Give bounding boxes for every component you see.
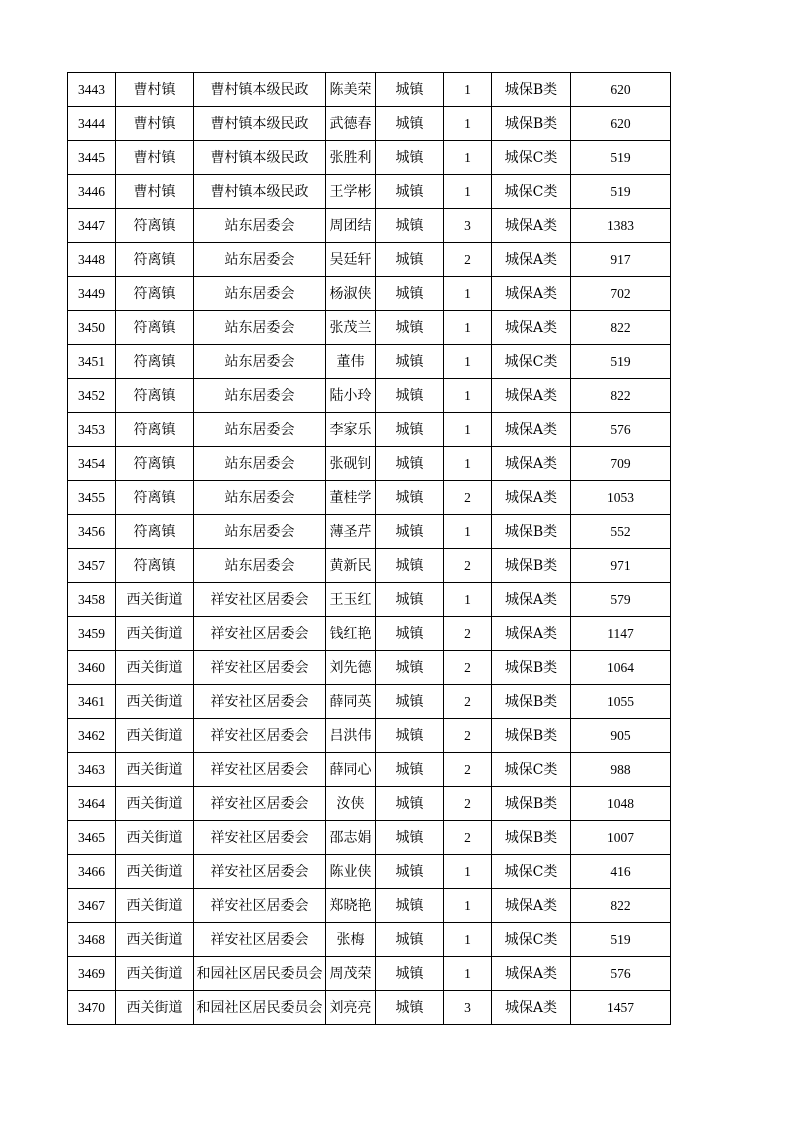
table-row	[68, 821, 671, 855]
village-committee-cell: 曹村镇本级民政	[194, 107, 326, 141]
amount-cell: 620	[571, 107, 671, 141]
table-row	[68, 515, 671, 549]
person-name-cell: 吕洪伟	[326, 719, 376, 753]
amount-cell: 576	[571, 413, 671, 447]
village-committee-cell: 曹村镇本级民政	[194, 73, 326, 107]
household-type-cell: 城镇	[376, 685, 444, 719]
member-count-cell: 2	[444, 753, 492, 787]
household-type-cell: 城镇	[376, 651, 444, 685]
member-count-cell: 2	[444, 481, 492, 515]
insurance-category-cell: 城保A类	[492, 209, 571, 243]
township-cell: 西关街道	[116, 889, 194, 923]
record-number-cell: 3445	[68, 141, 116, 175]
record-number-cell: 3458	[68, 583, 116, 617]
insurance-category-cell: 城保A类	[492, 311, 571, 345]
amount-cell: 552	[571, 515, 671, 549]
person-name-cell: 武德春	[326, 107, 376, 141]
amount-cell: 519	[571, 345, 671, 379]
table-row	[68, 107, 671, 141]
amount-cell: 971	[571, 549, 671, 583]
person-name-cell: 董桂学	[326, 481, 376, 515]
township-cell: 曹村镇	[116, 175, 194, 209]
village-committee-cell: 和园社区居民委员会	[194, 957, 326, 991]
record-number-cell: 3464	[68, 787, 116, 821]
record-number-cell: 3469	[68, 957, 116, 991]
household-type-cell: 城镇	[376, 855, 444, 889]
village-committee-cell: 曹村镇本级民政	[194, 175, 326, 209]
household-type-cell: 城镇	[376, 889, 444, 923]
household-type-cell: 城镇	[376, 243, 444, 277]
member-count-cell: 2	[444, 617, 492, 651]
person-name-cell: 黄新民	[326, 549, 376, 583]
household-type-cell: 城镇	[376, 141, 444, 175]
person-name-cell: 薛同心	[326, 753, 376, 787]
village-committee-cell: 祥安社区居委会	[194, 889, 326, 923]
table-row	[68, 243, 671, 277]
insurance-category-cell: 城保B类	[492, 107, 571, 141]
record-number-cell: 3466	[68, 855, 116, 889]
township-cell: 西关街道	[116, 855, 194, 889]
township-cell: 西关街道	[116, 719, 194, 753]
member-count-cell: 1	[444, 447, 492, 481]
member-count-cell: 2	[444, 685, 492, 719]
amount-cell: 1055	[571, 685, 671, 719]
insurance-category-cell: 城保B类	[492, 515, 571, 549]
insurance-category-cell: 城保A类	[492, 447, 571, 481]
township-cell: 西关街道	[116, 957, 194, 991]
township-cell: 符离镇	[116, 413, 194, 447]
member-count-cell: 2	[444, 651, 492, 685]
amount-cell: 1064	[571, 651, 671, 685]
table-row	[68, 175, 671, 209]
household-type-cell: 城镇	[376, 345, 444, 379]
record-number-cell: 3456	[68, 515, 116, 549]
person-name-cell: 杨淑侠	[326, 277, 376, 311]
member-count-cell: 2	[444, 549, 492, 583]
village-committee-cell: 祥安社区居委会	[194, 719, 326, 753]
table-row	[68, 583, 671, 617]
member-count-cell: 2	[444, 719, 492, 753]
person-name-cell: 刘亮亮	[326, 991, 376, 1025]
record-number-cell: 3447	[68, 209, 116, 243]
amount-cell: 1048	[571, 787, 671, 821]
amount-cell: 1457	[571, 991, 671, 1025]
village-committee-cell: 站东居委会	[194, 209, 326, 243]
record-number-cell: 3450	[68, 311, 116, 345]
township-cell: 西关街道	[116, 651, 194, 685]
household-type-cell: 城镇	[376, 379, 444, 413]
person-name-cell: 钱红艳	[326, 617, 376, 651]
insurance-category-cell: 城保A类	[492, 379, 571, 413]
village-committee-cell: 站东居委会	[194, 481, 326, 515]
record-number-cell: 3443	[68, 73, 116, 107]
table-row	[68, 413, 671, 447]
table-row	[68, 447, 671, 481]
relief-roster-table	[67, 72, 671, 1025]
person-name-cell: 张梅	[326, 923, 376, 957]
township-cell: 西关街道	[116, 991, 194, 1025]
person-name-cell: 陆小玲	[326, 379, 376, 413]
township-cell: 西关街道	[116, 787, 194, 821]
table-row	[68, 277, 671, 311]
insurance-category-cell: 城保B类	[492, 719, 571, 753]
member-count-cell: 1	[444, 73, 492, 107]
household-type-cell: 城镇	[376, 175, 444, 209]
insurance-category-cell: 城保A类	[492, 481, 571, 515]
household-type-cell: 城镇	[376, 821, 444, 855]
household-type-cell: 城镇	[376, 923, 444, 957]
amount-cell: 702	[571, 277, 671, 311]
member-count-cell: 1	[444, 413, 492, 447]
township-cell: 曹村镇	[116, 107, 194, 141]
household-type-cell: 城镇	[376, 753, 444, 787]
table-row	[68, 991, 671, 1025]
insurance-category-cell: 城保B类	[492, 651, 571, 685]
township-cell: 西关街道	[116, 753, 194, 787]
member-count-cell: 3	[444, 991, 492, 1025]
person-name-cell: 王学彬	[326, 175, 376, 209]
insurance-category-cell: 城保B类	[492, 787, 571, 821]
township-cell: 符离镇	[116, 345, 194, 379]
village-committee-cell: 站东居委会	[194, 413, 326, 447]
record-number-cell: 3449	[68, 277, 116, 311]
member-count-cell: 1	[444, 345, 492, 379]
village-committee-cell: 站东居委会	[194, 345, 326, 379]
township-cell: 西关街道	[116, 821, 194, 855]
table-row	[68, 855, 671, 889]
insurance-category-cell: 城保A类	[492, 889, 571, 923]
village-committee-cell: 祥安社区居委会	[194, 685, 326, 719]
household-type-cell: 城镇	[376, 719, 444, 753]
amount-cell: 519	[571, 141, 671, 175]
insurance-category-cell: 城保A类	[492, 957, 571, 991]
village-committee-cell: 站东居委会	[194, 311, 326, 345]
person-name-cell: 周茂荣	[326, 957, 376, 991]
amount-cell: 519	[571, 175, 671, 209]
village-committee-cell: 祥安社区居委会	[194, 923, 326, 957]
insurance-category-cell: 城保A类	[492, 413, 571, 447]
household-type-cell: 城镇	[376, 73, 444, 107]
insurance-category-cell: 城保A类	[492, 617, 571, 651]
household-type-cell: 城镇	[376, 617, 444, 651]
person-name-cell: 薄圣芹	[326, 515, 376, 549]
table-row	[68, 685, 671, 719]
member-count-cell: 1	[444, 855, 492, 889]
township-cell: 符离镇	[116, 277, 194, 311]
table-row	[68, 923, 671, 957]
person-name-cell: 薛同英	[326, 685, 376, 719]
amount-cell: 709	[571, 447, 671, 481]
insurance-category-cell: 城保C类	[492, 345, 571, 379]
member-count-cell: 1	[444, 277, 492, 311]
person-name-cell: 王玉红	[326, 583, 376, 617]
village-committee-cell: 祥安社区居委会	[194, 583, 326, 617]
member-count-cell: 1	[444, 515, 492, 549]
table-row	[68, 549, 671, 583]
amount-cell: 1147	[571, 617, 671, 651]
member-count-cell: 1	[444, 175, 492, 209]
insurance-category-cell: 城保A类	[492, 277, 571, 311]
amount-cell: 579	[571, 583, 671, 617]
table-row	[68, 209, 671, 243]
household-type-cell: 城镇	[376, 413, 444, 447]
township-cell: 符离镇	[116, 447, 194, 481]
household-type-cell: 城镇	[376, 481, 444, 515]
person-name-cell: 刘先德	[326, 651, 376, 685]
household-type-cell: 城镇	[376, 787, 444, 821]
amount-cell: 988	[571, 753, 671, 787]
person-name-cell: 陈美荣	[326, 73, 376, 107]
table-row	[68, 345, 671, 379]
record-number-cell: 3452	[68, 379, 116, 413]
township-cell: 符离镇	[116, 379, 194, 413]
village-committee-cell: 祥安社区居委会	[194, 617, 326, 651]
township-cell: 西关街道	[116, 685, 194, 719]
amount-cell: 416	[571, 855, 671, 889]
insurance-category-cell: 城保C类	[492, 923, 571, 957]
member-count-cell: 1	[444, 583, 492, 617]
table-row	[68, 753, 671, 787]
village-committee-cell: 祥安社区居委会	[194, 855, 326, 889]
table-body	[68, 73, 671, 1025]
record-number-cell: 3462	[68, 719, 116, 753]
township-cell: 符离镇	[116, 311, 194, 345]
record-number-cell: 3461	[68, 685, 116, 719]
table-row	[68, 379, 671, 413]
amount-cell: 576	[571, 957, 671, 991]
person-name-cell: 吴廷轩	[326, 243, 376, 277]
person-name-cell: 邵志娟	[326, 821, 376, 855]
village-committee-cell: 站东居委会	[194, 447, 326, 481]
record-number-cell: 3463	[68, 753, 116, 787]
member-count-cell: 1	[444, 957, 492, 991]
member-count-cell: 2	[444, 821, 492, 855]
household-type-cell: 城镇	[376, 515, 444, 549]
amount-cell: 620	[571, 73, 671, 107]
member-count-cell: 1	[444, 311, 492, 345]
insurance-category-cell: 城保B类	[492, 549, 571, 583]
person-name-cell: 陈业侠	[326, 855, 376, 889]
insurance-category-cell: 城保A类	[492, 991, 571, 1025]
amount-cell: 1007	[571, 821, 671, 855]
person-name-cell: 董伟	[326, 345, 376, 379]
person-name-cell: 张茂兰	[326, 311, 376, 345]
person-name-cell: 李家乐	[326, 413, 376, 447]
person-name-cell: 郑晓艳	[326, 889, 376, 923]
amount-cell: 917	[571, 243, 671, 277]
household-type-cell: 城镇	[376, 583, 444, 617]
village-committee-cell: 祥安社区居委会	[194, 651, 326, 685]
insurance-category-cell: 城保A类	[492, 583, 571, 617]
table-row	[68, 73, 671, 107]
member-count-cell: 3	[444, 209, 492, 243]
township-cell: 符离镇	[116, 209, 194, 243]
amount-cell: 905	[571, 719, 671, 753]
village-committee-cell: 祥安社区居委会	[194, 753, 326, 787]
township-cell: 西关街道	[116, 583, 194, 617]
record-number-cell: 3470	[68, 991, 116, 1025]
amount-cell: 1053	[571, 481, 671, 515]
table-row	[68, 617, 671, 651]
record-number-cell: 3444	[68, 107, 116, 141]
household-type-cell: 城镇	[376, 549, 444, 583]
member-count-cell: 1	[444, 379, 492, 413]
amount-cell: 822	[571, 311, 671, 345]
insurance-category-cell: 城保B类	[492, 685, 571, 719]
village-committee-cell: 祥安社区居委会	[194, 821, 326, 855]
table-row	[68, 719, 671, 753]
record-number-cell: 3468	[68, 923, 116, 957]
village-committee-cell: 祥安社区居委会	[194, 787, 326, 821]
township-cell: 曹村镇	[116, 141, 194, 175]
record-number-cell: 3460	[68, 651, 116, 685]
township-cell: 符离镇	[116, 243, 194, 277]
household-type-cell: 城镇	[376, 311, 444, 345]
record-number-cell: 3448	[68, 243, 116, 277]
record-number-cell: 3465	[68, 821, 116, 855]
village-committee-cell: 和园社区居民委员会	[194, 991, 326, 1025]
amount-cell: 822	[571, 889, 671, 923]
amount-cell: 1383	[571, 209, 671, 243]
village-committee-cell: 站东居委会	[194, 379, 326, 413]
record-number-cell: 3457	[68, 549, 116, 583]
record-number-cell: 3454	[68, 447, 116, 481]
member-count-cell: 1	[444, 107, 492, 141]
table-row	[68, 651, 671, 685]
table-row	[68, 787, 671, 821]
insurance-category-cell: 城保C类	[492, 753, 571, 787]
village-committee-cell: 站东居委会	[194, 277, 326, 311]
insurance-category-cell: 城保C类	[492, 855, 571, 889]
member-count-cell: 1	[444, 889, 492, 923]
table-row	[68, 957, 671, 991]
person-name-cell: 周团结	[326, 209, 376, 243]
member-count-cell: 2	[444, 243, 492, 277]
insurance-category-cell: 城保C类	[492, 175, 571, 209]
record-number-cell: 3446	[68, 175, 116, 209]
person-name-cell: 张胜利	[326, 141, 376, 175]
village-committee-cell: 站东居委会	[194, 515, 326, 549]
insurance-category-cell: 城保B类	[492, 73, 571, 107]
member-count-cell: 1	[444, 923, 492, 957]
village-committee-cell: 曹村镇本级民政	[194, 141, 326, 175]
household-type-cell: 城镇	[376, 957, 444, 991]
village-committee-cell: 站东居委会	[194, 549, 326, 583]
person-name-cell: 汝侠	[326, 787, 376, 821]
table-row	[68, 889, 671, 923]
table-row	[68, 311, 671, 345]
township-cell: 曹村镇	[116, 73, 194, 107]
amount-cell: 822	[571, 379, 671, 413]
member-count-cell: 2	[444, 787, 492, 821]
township-cell: 西关街道	[116, 923, 194, 957]
person-name-cell: 张砚钊	[326, 447, 376, 481]
record-number-cell: 3459	[68, 617, 116, 651]
household-type-cell: 城镇	[376, 447, 444, 481]
township-cell: 符离镇	[116, 515, 194, 549]
township-cell: 西关街道	[116, 617, 194, 651]
village-committee-cell: 站东居委会	[194, 243, 326, 277]
table-row	[68, 141, 671, 175]
record-number-cell: 3455	[68, 481, 116, 515]
insurance-category-cell: 城保C类	[492, 141, 571, 175]
table-row	[68, 481, 671, 515]
insurance-category-cell: 城保B类	[492, 821, 571, 855]
record-number-cell: 3467	[68, 889, 116, 923]
township-cell: 符离镇	[116, 481, 194, 515]
household-type-cell: 城镇	[376, 209, 444, 243]
record-number-cell: 3453	[68, 413, 116, 447]
household-type-cell: 城镇	[376, 277, 444, 311]
household-type-cell: 城镇	[376, 991, 444, 1025]
township-cell: 符离镇	[116, 549, 194, 583]
record-number-cell: 3451	[68, 345, 116, 379]
household-type-cell: 城镇	[376, 107, 444, 141]
insurance-category-cell: 城保A类	[492, 243, 571, 277]
member-count-cell: 1	[444, 141, 492, 175]
amount-cell: 519	[571, 923, 671, 957]
